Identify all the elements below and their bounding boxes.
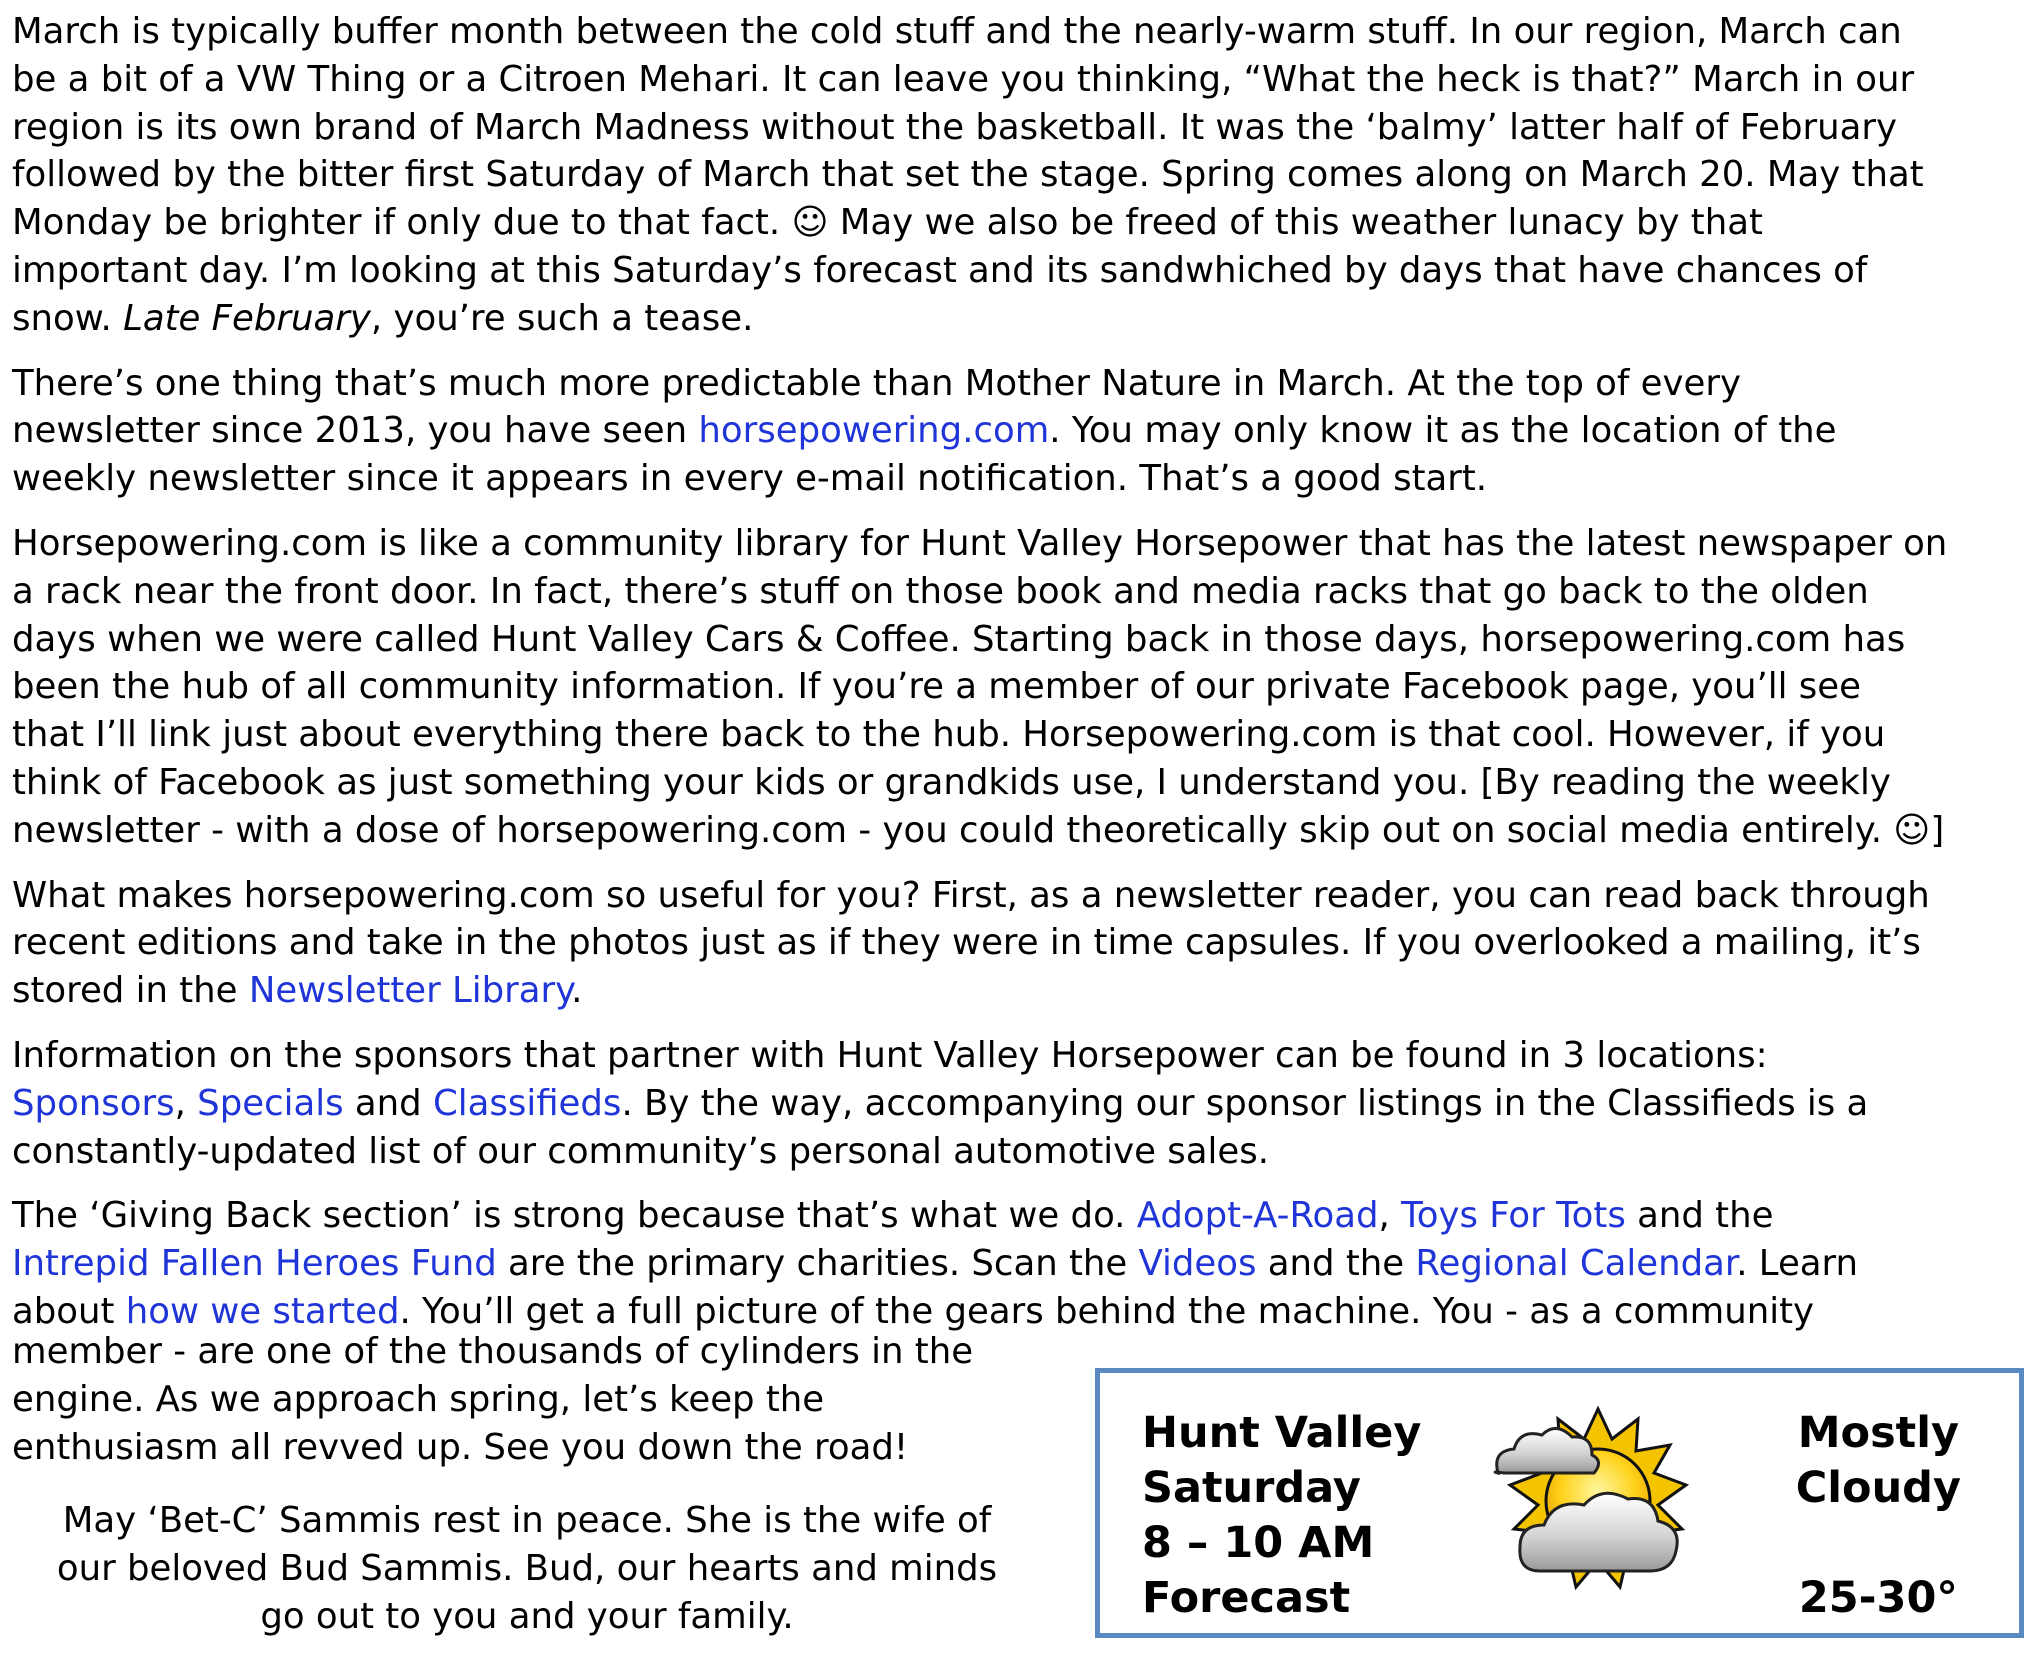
text-line: be a bit of a VW Thing or a Citroen Mehari. It can leave you thinking, “What the heck is that?” March in our — [12, 58, 1915, 100]
text-run: . You’ll get a full picture of the gears behind the machine. You - as a community — [399, 1290, 1815, 1332]
text-line: member - are one of the thousands of cylinders in the — [12, 1331, 974, 1372]
text-line: weekly newsletter since it appears in every e-mail notification. That’s a good start. — [12, 458, 1488, 500]
link-how-we-started[interactable]: how we started — [125, 1290, 400, 1332]
link-sponsors[interactable]: Sponsors — [12, 1082, 175, 1124]
text-line: What makes horsepowering.com so useful for you? First, as a newsletter reader, you can read back through — [12, 874, 1930, 916]
text-line: been the hub of all community information. If you’re a member of our private Facebook page, you’ll see — [12, 666, 1861, 708]
text-run: about — [12, 1290, 126, 1332]
link-specials[interactable]: Specials — [197, 1082, 344, 1124]
weather-forecast-box — [1095, 1368, 2024, 1638]
paragraph-sponsors — [12, 1032, 2032, 1175]
paragraph-march-weather — [12, 8, 2032, 343]
text-line: important day. I’m looking at this Saturday’s forecast and its sandwhiched by days that have chances of — [12, 249, 1868, 291]
text-line: recent editions and take in the photos just as if they were in time capsules. If you overlooked a mailing, it’s — [12, 922, 1921, 964]
forecast-line: 8 – 10 AM — [1142, 1518, 1375, 1568]
text-run: stored in the — [12, 970, 249, 1012]
text-line — [12, 1192, 2032, 1240]
forecast-line: Forecast — [1142, 1573, 1351, 1623]
text-line: think of Facebook as just something your kids or grandkids use, I understand you. [By reading the weekly — [12, 761, 1891, 803]
text-run: are the primary charities. Scan the — [496, 1243, 1139, 1285]
paragraph-closing-continued — [12, 1328, 1052, 1471]
text-run: , you’re such a tease. — [370, 297, 754, 339]
link-horsepowering[interactable]: horsepowering.com — [698, 410, 1050, 452]
text-line: that I’ll link just about everything there back to the hub. Horsepowering.com is that cool. However, if you — [12, 714, 1886, 756]
text-line — [12, 967, 2032, 1015]
text-line: newsletter - with a dose of horsepowering.com - you could theoretically skip out on social media entirely. ☺] — [12, 809, 1945, 851]
text-run: . By the way, accompanying our sponsor listings in the Classifieds is a — [621, 1082, 1869, 1124]
text-run: The ‘Giving Back section’ is strong because that’s what we do. — [12, 1195, 1137, 1237]
forecast-line: Saturday — [1142, 1463, 1361, 1513]
text-line: constantly-updated list of our community’s personal automotive sales. — [12, 1130, 1269, 1172]
text-run: . Learn — [1736, 1243, 1859, 1285]
paragraph-useful — [12, 872, 2032, 1015]
text-line: go out to you and your family. — [260, 1596, 794, 1637]
forecast-line: Hunt Valley — [1142, 1408, 1422, 1458]
text-run: . You may only know it as the location of the — [1049, 410, 1837, 452]
text-line: followed by the bitter first Saturday of March that set the stage. Spring comes along on March 20. May that — [12, 154, 1924, 196]
paragraph-community-library — [12, 520, 2032, 855]
text-run: and the — [1625, 1195, 1774, 1237]
forecast-location-time — [1142, 1406, 1421, 1626]
link-adopt-a-road[interactable]: Adopt-A-Road — [1136, 1195, 1379, 1237]
text-line — [12, 295, 2032, 343]
text-run: snow. — [12, 297, 124, 339]
text-line: a rack near the front door. In fact, there’s stuff on those book and media racks that go back to the olden — [12, 570, 1869, 612]
text-line — [12, 407, 2032, 455]
link-classifieds[interactable]: Classifieds — [432, 1082, 622, 1124]
text-line: Information on the sponsors that partner with Hunt Valley Horsepower can be found in 3 locations: — [12, 1034, 1768, 1076]
text-line: our beloved Bud Sammis. Bud, our hearts and minds — [56, 1548, 998, 1589]
newsletter-article — [12, 8, 2032, 1353]
spacer — [1796, 1516, 1961, 1571]
link-toys-for-tots[interactable]: Toys For Tots — [1401, 1195, 1626, 1237]
text-line: March is typically buffer month between the cold stuff and the nearly-warm stuff. In our region, March can — [12, 11, 1902, 52]
text-run: newsletter since 2013, you have seen — [12, 410, 699, 452]
partly-cloudy-sun-icon — [1490, 1401, 1690, 1611]
paragraph-horsepowering-intro — [12, 360, 2032, 503]
link-regional-calendar[interactable]: Regional Calendar — [1415, 1243, 1737, 1285]
link-videos[interactable]: Videos — [1138, 1243, 1257, 1285]
forecast-conditions — [1796, 1406, 1961, 1626]
text-line: May ‘Bet-C’ Sammis rest in peace. She is the wife of — [62, 1500, 992, 1541]
text-line: Horsepowering.com is like a community library for Hunt Valley Horsepower that has the latest newspaper on — [12, 522, 1948, 564]
text-run: and — [343, 1082, 433, 1124]
emphasis-late-february: Late February — [123, 297, 371, 339]
text-line: engine. As we approach spring, let’s keep the — [12, 1378, 825, 1420]
text-line: enthusiasm all revved up. See you down the road! — [12, 1426, 909, 1468]
condition-line: Cloudy — [1795, 1463, 1961, 1513]
text-run: , — [1378, 1195, 1402, 1237]
link-intrepid-fallen-heroes-fund[interactable]: Intrepid Fallen Heroes Fund — [12, 1243, 497, 1285]
link-newsletter-library[interactable]: Newsletter Library — [248, 970, 572, 1012]
paragraph-giving-back — [12, 1192, 2032, 1335]
text-line — [12, 1240, 2032, 1288]
text-line: region is its own brand of March Madness without the basketball. It was the ‘balmy’ latter half of February — [12, 106, 1898, 148]
text-line: There’s one thing that’s much more predictable than Mother Nature in March. At the top of every — [12, 362, 1741, 404]
text-run: . — [571, 970, 583, 1012]
text-run: and the — [1256, 1243, 1416, 1285]
text-line: days when we were called Hunt Valley Cars & Coffee. Starting back in those days, horsepowering.com has — [12, 618, 1906, 660]
condition-line: Mostly — [1797, 1408, 1959, 1458]
temperature-range: 25-30° — [1798, 1573, 1958, 1623]
text-line — [12, 1080, 2032, 1128]
text-line: Monday be brighter if only due to that fact. ☺ May we also be freed of this weather lunacy by that — [12, 202, 1763, 244]
tribute-note — [12, 1497, 1042, 1641]
text-run: , — [174, 1082, 198, 1124]
